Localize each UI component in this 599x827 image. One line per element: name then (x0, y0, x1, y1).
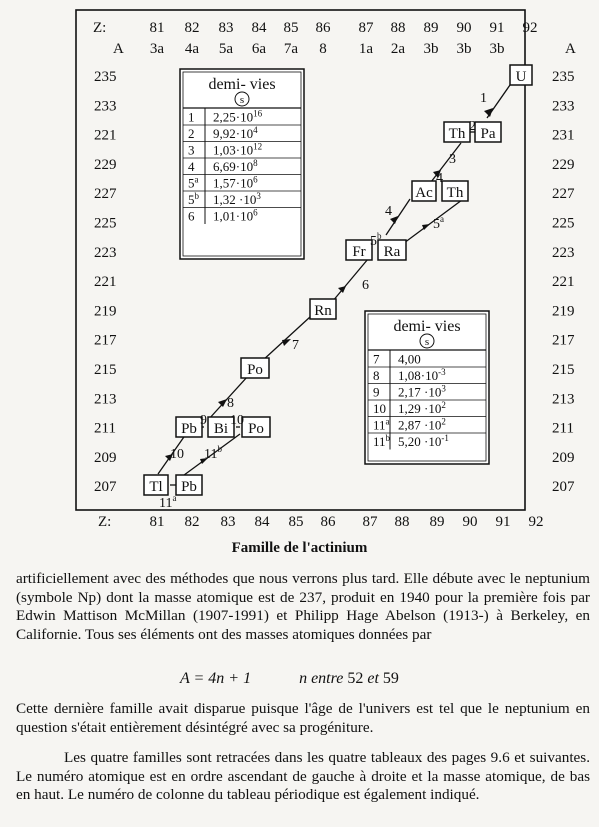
footer-z-values (150, 514, 544, 530)
left-mass-13: 211 (94, 420, 116, 437)
step-1: 1 (480, 91, 487, 106)
table2-unit: s (424, 336, 430, 348)
table2-row-2-number: 8 (373, 368, 380, 383)
right-a-label: A (565, 41, 576, 57)
header-group-2: 4a (184, 41, 200, 57)
formula-lower: 52 (347, 670, 364, 687)
step-10-upper: 10 (230, 413, 244, 428)
half-life-table-1 (180, 69, 304, 259)
footer-z-81: 81 (149, 514, 165, 530)
step-5b: 5$^b$ (370, 231, 382, 249)
right-mass-1: 235 (552, 69, 575, 85)
formula-n-entre: n entre (299, 670, 344, 687)
table2-row-4-number: 10 (373, 401, 386, 416)
footer-z-82: 82 (184, 514, 200, 530)
header-group-10: 3b (456, 41, 472, 57)
header-group-4: 6a (251, 41, 267, 57)
element-fr: Fr (352, 244, 366, 260)
table1-row-6-value: $1,32 \cdot 10^3$ (213, 191, 261, 207)
header-group-9: 3b (423, 41, 439, 57)
table1-row-3-value: $1,03\cdot 10^{12}$ (213, 141, 263, 158)
step-7: 7 (292, 338, 299, 353)
right-mass-13: 211 (552, 420, 574, 437)
formula-mass: A = 4n + 1 (180, 670, 252, 687)
header-z-81: 81 (149, 20, 165, 36)
left-mass-3: 221 (94, 127, 117, 144)
right-mass-8: 221 (552, 274, 575, 291)
left-mass-9: 219 (94, 303, 117, 320)
table2-row-5-number: 11$^a$ (373, 416, 390, 433)
table2-row-3-value: $2,17 \cdot 10^3$ (398, 383, 446, 400)
header-z-88: 88 (390, 20, 406, 36)
formula-et: et (367, 670, 379, 687)
element-rn: Rn (314, 303, 332, 319)
element-ac: Ac (415, 185, 433, 201)
formula-upper: 59 (382, 670, 399, 687)
element-po-215: Po (247, 362, 263, 378)
element-th-231: Th (448, 126, 466, 142)
formula-line (180, 670, 399, 688)
header-group-3: 5a (218, 41, 234, 57)
right-mass-4: 229 (552, 156, 575, 173)
table1-title: demi- vies (208, 76, 276, 93)
header-group-1: 3a (149, 41, 165, 57)
left-mass-7: 223 (94, 244, 117, 261)
table2-row-6-value: $5,20 \cdot 10^{-1}$ (398, 433, 449, 449)
header-a-label: A (113, 41, 124, 57)
table2-row-5-value: $2,87 \cdot 10^2$ (398, 416, 446, 433)
table1-row-2-value: $9,92\cdot 10^4$ (213, 125, 258, 141)
table1-row-4-value: $6,69\cdot 10^8$ (213, 158, 258, 174)
step-2: 2 (469, 119, 476, 134)
half-life-table-2 (365, 311, 489, 464)
table1-unit: s (239, 94, 245, 106)
footer-z-87: 87 (362, 514, 378, 530)
header-group-5: 7a (283, 41, 299, 57)
right-mass-2: 233 (552, 98, 575, 115)
paragraph-disappeared: Cette dernière famille avait disparue puisque l'âge de l'univers est tel que le neptunium en question s'était entièrement désintégré avec sa progéniture. (16, 700, 590, 736)
paragraph-four-families: Les quatre familles sont retracées dans les quatre tableaux des pages 9.6 et suivantes. Le numéro atomique est en ordre ascendant de gauche à droite et la masse atomique, de bas en haut. Le numéro de colonne du tableau périodique est également indiqué. (16, 749, 590, 804)
right-mass-10: 217 (552, 332, 575, 349)
header-z-87: 87 (358, 20, 374, 36)
header-z-83: 83 (218, 20, 234, 36)
element-th-227: Th (446, 185, 464, 201)
right-mass-5: 227 (552, 186, 575, 203)
header-group-6: 8 (319, 41, 327, 57)
table1-row-7-value: $1,01\cdot 10^6$ (213, 207, 258, 224)
table2-row-2-value: $1,08\cdot 10^{-3}$ (398, 367, 446, 383)
step-11b: 11$^b$ (204, 444, 222, 462)
header-group-8: 2a (390, 41, 406, 57)
step-3: 3 (449, 152, 456, 167)
footer-z-89: 89 (429, 514, 445, 530)
header-z-92: 92 (522, 20, 538, 36)
left-mass-6: 225 (94, 215, 117, 232)
table1-row-1-number: 1 (188, 109, 195, 125)
table2-row-3-number: 9 (373, 384, 380, 400)
table1-row-7-number: 6 (188, 208, 195, 224)
header-z-label: Z: (93, 20, 107, 36)
step-11a: 11$^a$ (159, 493, 177, 511)
element-u: U (515, 69, 527, 85)
left-mass-15: 207 (94, 479, 117, 496)
header-z-90: 90 (456, 20, 472, 36)
step-10-lower: 10 (170, 447, 184, 462)
right-mass-11: 215 (552, 362, 575, 378)
footer-z-88: 88 (394, 514, 410, 530)
table1-row-3-number: 3 (188, 142, 195, 158)
header-group-11: 3b (489, 41, 505, 57)
element-po-211: Po (248, 421, 264, 437)
left-mass-12: 213 (94, 391, 117, 408)
header-groups (150, 41, 505, 57)
left-mass-14: 209 (94, 449, 117, 466)
header-z-84: 84 (251, 20, 267, 36)
footer-z-86: 86 (320, 514, 336, 530)
header-z-85: 85 (283, 20, 299, 36)
element-pb-207: Pb (181, 479, 197, 495)
right-mass-9: 219 (552, 303, 575, 320)
table2-row-1-value: 4,00 (398, 351, 421, 367)
header-group-7: 1a (358, 41, 374, 57)
step-4-upper: 4 (436, 171, 443, 186)
left-mass-10: 217 (94, 332, 117, 349)
element-pb-211: Pb (181, 421, 197, 437)
header-z-91: 91 (489, 20, 505, 36)
left-mass-11: 215 (94, 362, 117, 378)
footer-z-85: 85 (288, 514, 304, 530)
left-mass-1: 235 (94, 69, 117, 85)
footer-z-label: Z: (98, 514, 112, 530)
element-ra: Ra (383, 244, 401, 260)
step-5a: 5$^a$ (433, 214, 444, 232)
element-tl: Tl (149, 479, 163, 495)
step-4-lower: 4 (385, 204, 392, 219)
left-mass-labels (94, 69, 117, 495)
footer-z-83: 83 (220, 514, 236, 530)
right-mass-12: 213 (552, 391, 575, 408)
footer-z-91: 91 (495, 514, 511, 530)
footer-z-90: 90 (462, 514, 478, 530)
header-z-89: 89 (423, 20, 439, 36)
paragraph-neptunium: artificiellement avec des méthodes que nous verrons plus tard. Elle débute avec le neptunium (symbole Np) dont la masse atomique est de 237, produit en 1940 pour la première fois par Edwin Mattison McMillan (1907-1991) et Philipp Hage Abelson (1913-) à Berkeley, en Californie. Tous ses éléments ont des masses atomiques données par (16, 570, 590, 643)
step-6: 6 (362, 278, 369, 293)
left-mass-2: 233 (94, 98, 117, 115)
table1-row-5-value: $1,57\cdot 10^6$ (213, 174, 258, 191)
left-mass-4: 229 (94, 156, 117, 173)
header-z-values (150, 20, 538, 36)
header-z-82: 82 (184, 20, 200, 36)
footer-z-92: 92 (528, 514, 544, 530)
table1-row-2-number: 2 (188, 126, 195, 141)
right-mass-6: 225 (552, 215, 575, 232)
footer-z-84: 84 (254, 514, 270, 530)
element-bi: Bi (213, 421, 229, 437)
table1-row-1-value: $2,25\cdot 10^{16}$ (213, 108, 263, 125)
right-mass-7: 223 (552, 244, 575, 261)
step-8: 8 (227, 396, 234, 411)
left-mass-5: 227 (94, 186, 117, 203)
table1-row-5-number: 5$^a$ (188, 174, 199, 191)
right-mass-15: 207 (552, 479, 575, 496)
table1-row-4-number: 4 (188, 159, 195, 174)
element-pa: Pa (480, 126, 496, 142)
table2-row-6-number: 11$^b$ (373, 433, 391, 449)
table2-title: demi- vies (393, 318, 461, 335)
figure-caption: Famille de l'actinium (231, 540, 368, 556)
right-mass-14: 209 (552, 449, 575, 466)
right-mass-3: 231 (552, 127, 575, 144)
left-mass-8: 221 (94, 274, 117, 291)
step-9: 9 (200, 413, 207, 428)
right-mass-labels (552, 69, 575, 495)
table1-row-6-number: 5$^b$ (188, 191, 199, 207)
header-z-86: 86 (315, 20, 331, 36)
table2-row-1-number: 7 (373, 351, 380, 367)
table2-row-4-value: $1,29 \cdot 10^2$ (398, 400, 446, 416)
